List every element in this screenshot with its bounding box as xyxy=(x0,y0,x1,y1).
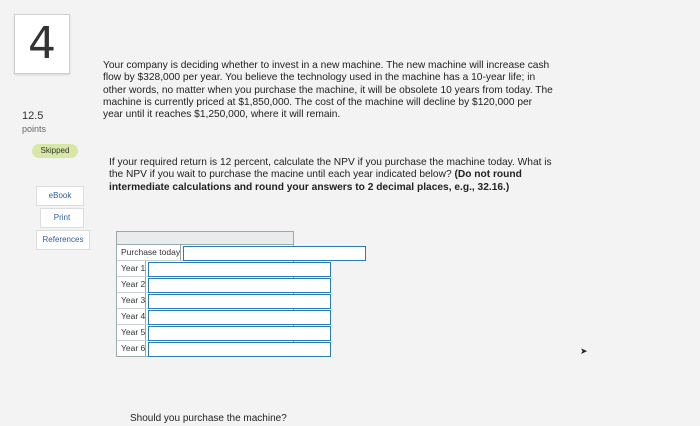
row-label: Purchase today xyxy=(117,245,181,260)
ebook-button[interactable]: eBook xyxy=(36,186,84,206)
print-button[interactable]: Print xyxy=(40,208,84,228)
npv-input-year-4[interactable] xyxy=(148,310,331,325)
table-row xyxy=(117,341,293,356)
row-label: Year 3 xyxy=(117,293,146,308)
question-sidebar xyxy=(0,0,92,426)
table-header xyxy=(117,232,293,245)
row-label: Year 4 xyxy=(117,309,146,324)
npv-input-year-1[interactable] xyxy=(148,262,331,277)
row-label: Year 5 xyxy=(117,325,146,340)
npv-input-year-5[interactable] xyxy=(148,326,331,341)
row-label: Year 1 xyxy=(117,261,146,276)
npv-answer-table xyxy=(116,231,294,357)
npv-input-year-6[interactable] xyxy=(148,342,331,357)
row-label: Year 2 xyxy=(117,277,146,292)
question-paragraph-2 xyxy=(109,157,559,194)
table-row xyxy=(117,325,293,341)
status-badge: Skipped xyxy=(32,144,78,158)
npv-input-purchase-today[interactable] xyxy=(183,246,366,261)
npv-input-year-2[interactable] xyxy=(148,278,331,293)
npv-input-year-3[interactable] xyxy=(148,294,331,309)
rounding-instruction: (Do not round intermediate calculations and round your answers to 2 decimal places, e.g., 32.16.) xyxy=(109,169,522,193)
row-label: Year 6 xyxy=(117,341,146,356)
question-prompt: If your required return is 12 percent, calculate the NPV if you purchase the machine today. What is the NPV if you wait to purchase the macine until each year indicated below? xyxy=(109,157,552,181)
points-value: 12.5 xyxy=(22,110,44,122)
question-paragraph-1: Your company is deciding whether to invest in a new machine. The new machine will increase cash flow by $328,000 per year. You believe the technology used in the machine has a 10-year life; in other words, no matter when you purchase the machine, it will be obsolete 10 years from today. The machine is currently priced at $1,850,000. The cost of the machine will decline by $120,000 per year until it reaches $1,250,000, where it will remain. xyxy=(103,60,553,121)
mouse-cursor-icon: ➤ xyxy=(580,346,588,356)
points-label: points xyxy=(22,124,47,134)
table-row xyxy=(117,245,293,261)
follow-up-question: Should you purchase the machine? xyxy=(130,413,287,424)
references-button[interactable]: References xyxy=(36,230,90,250)
table-row xyxy=(117,293,293,309)
table-row xyxy=(117,309,293,325)
table-row xyxy=(117,277,293,293)
table-row xyxy=(117,261,293,277)
question-number: 4 xyxy=(14,14,70,74)
